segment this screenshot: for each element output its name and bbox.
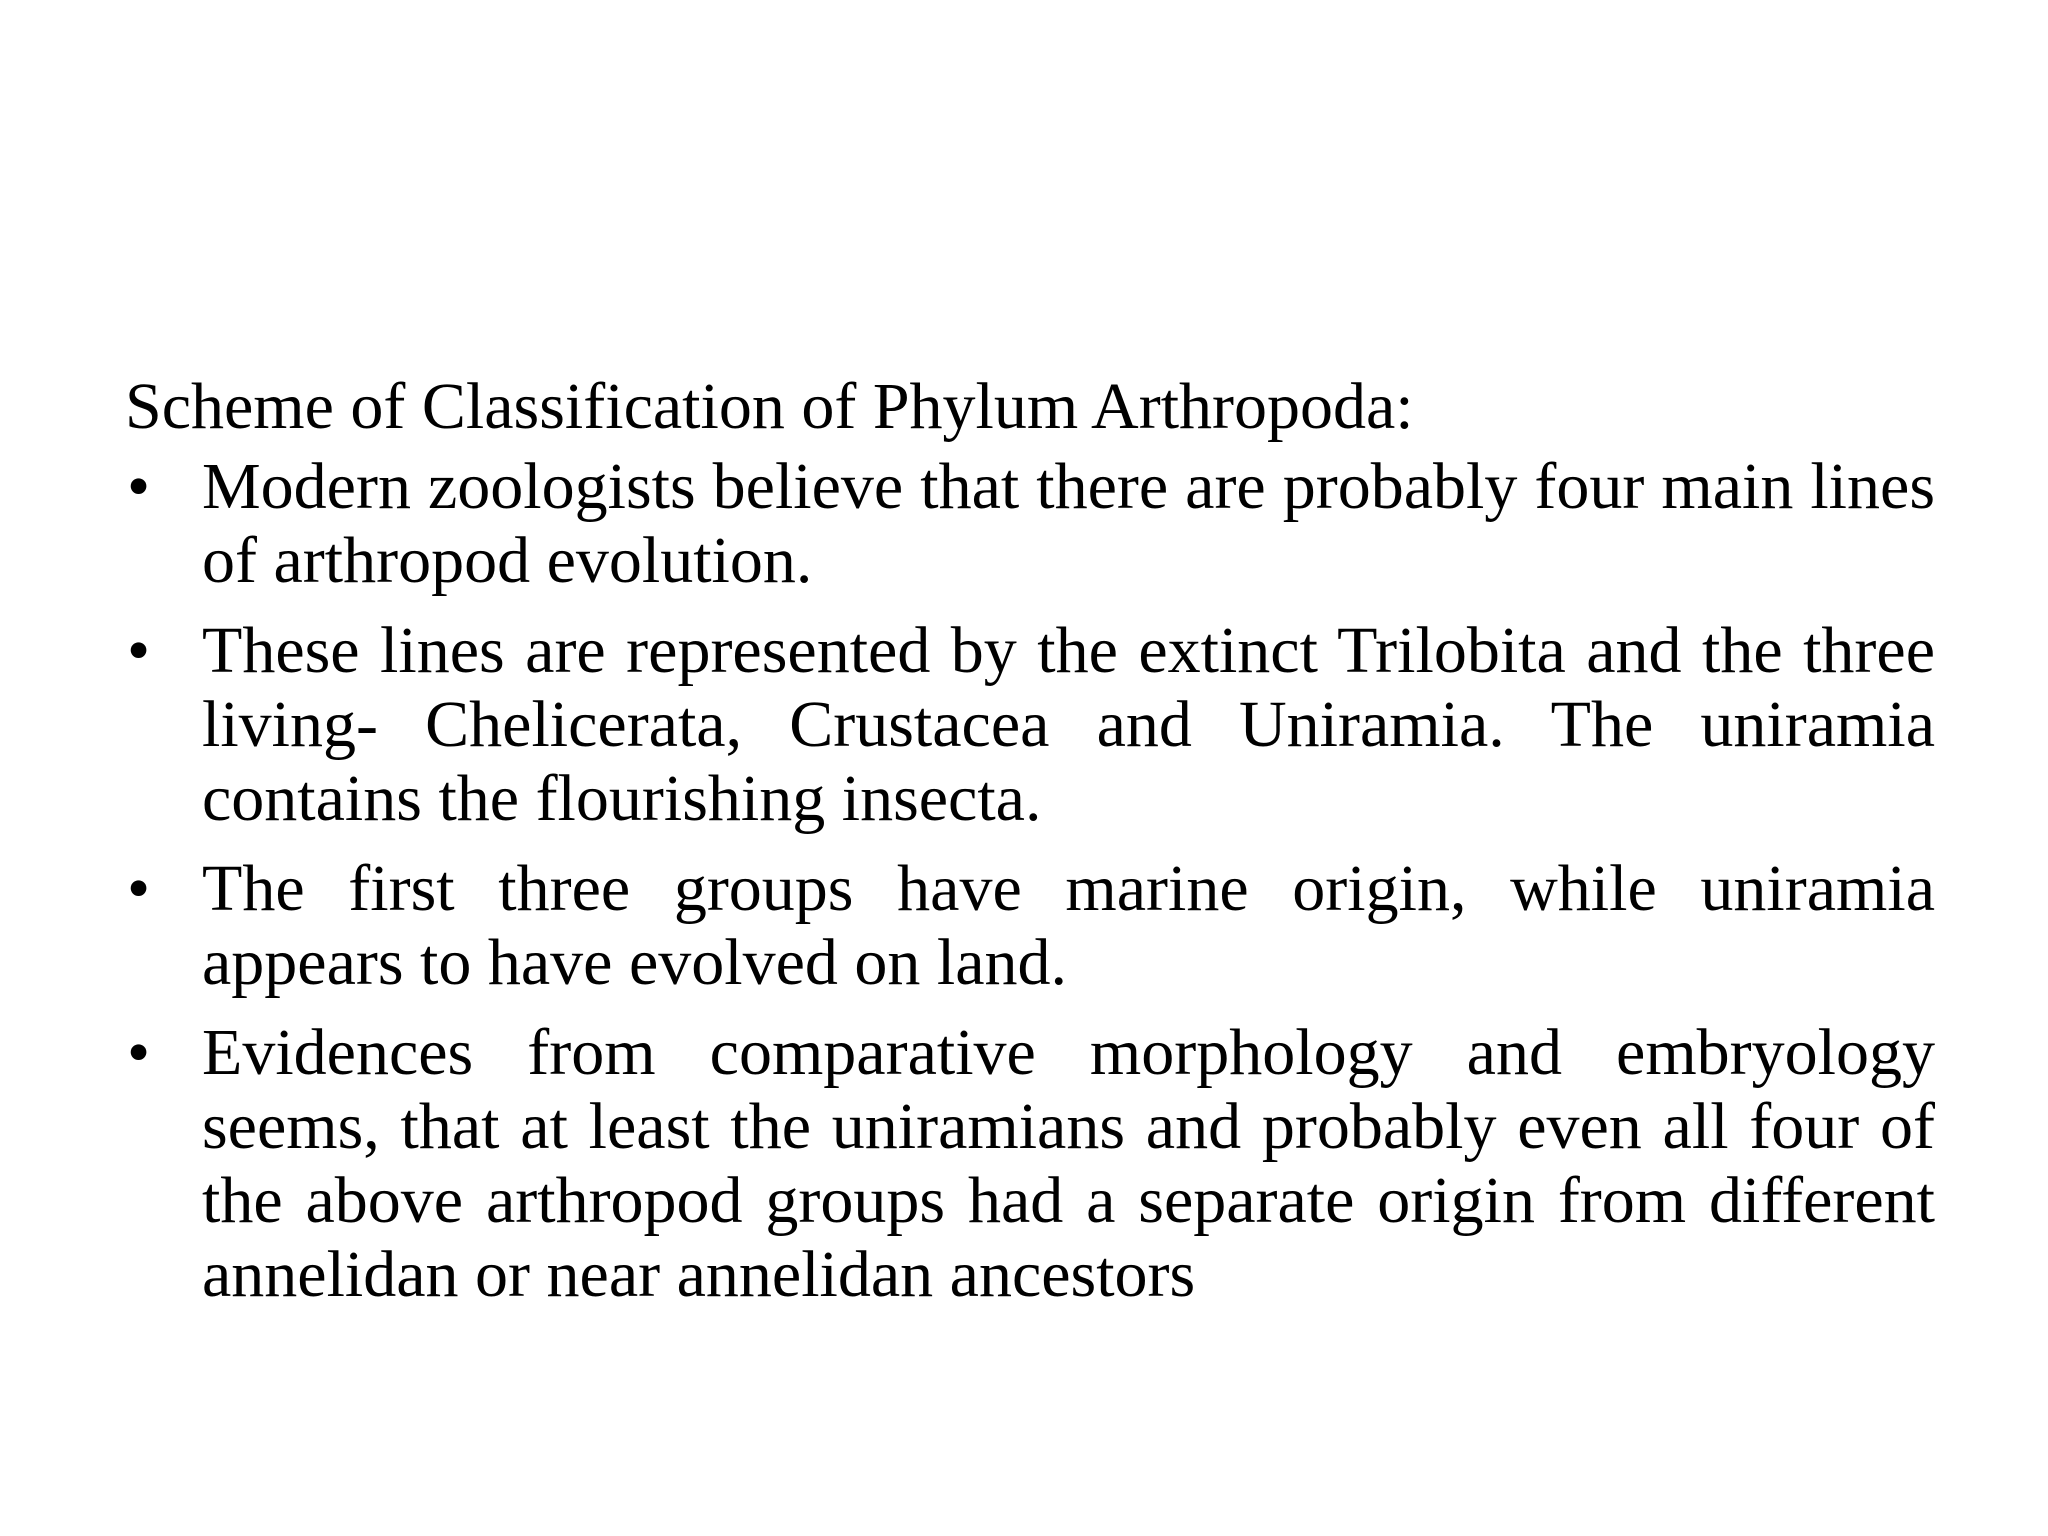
slide-heading: Scheme of Classification of Phylum Arthropoda: (125, 370, 1414, 443)
bullet-text: Evidences from comparative morphology and embryology seems, that at least the uniramians and probably even all four of the above arthropod groups had a separate origin from different annelidan or near annelidan ancestors (202, 1016, 1935, 1311)
bullet-list (125, 450, 1935, 1312)
bullet-item (125, 614, 1935, 836)
bullet-item (125, 450, 1935, 598)
bullet-text: The first three groups have marine origin, while uniramia appears to have evolved on land. (202, 852, 1935, 999)
bullet-item (125, 1016, 1935, 1312)
slide-content (125, 370, 1935, 1328)
bullet-dot-icon: • (127, 614, 151, 687)
bullet-text: These lines are represented by the extinct Trilobita and the three living- Chelicerata, Crustacea and Uniramia. The uniramia contains the flourishing insecta. (202, 614, 1935, 835)
bullet-dot-icon: • (127, 450, 151, 523)
bullet-item (125, 852, 1935, 1000)
bullet-text: Modern zoologists believe that there are probably four main lines of arthropod evolution. (202, 450, 1935, 597)
bullet-dot-icon: • (127, 852, 151, 925)
bullet-dot-icon: • (127, 1016, 151, 1089)
